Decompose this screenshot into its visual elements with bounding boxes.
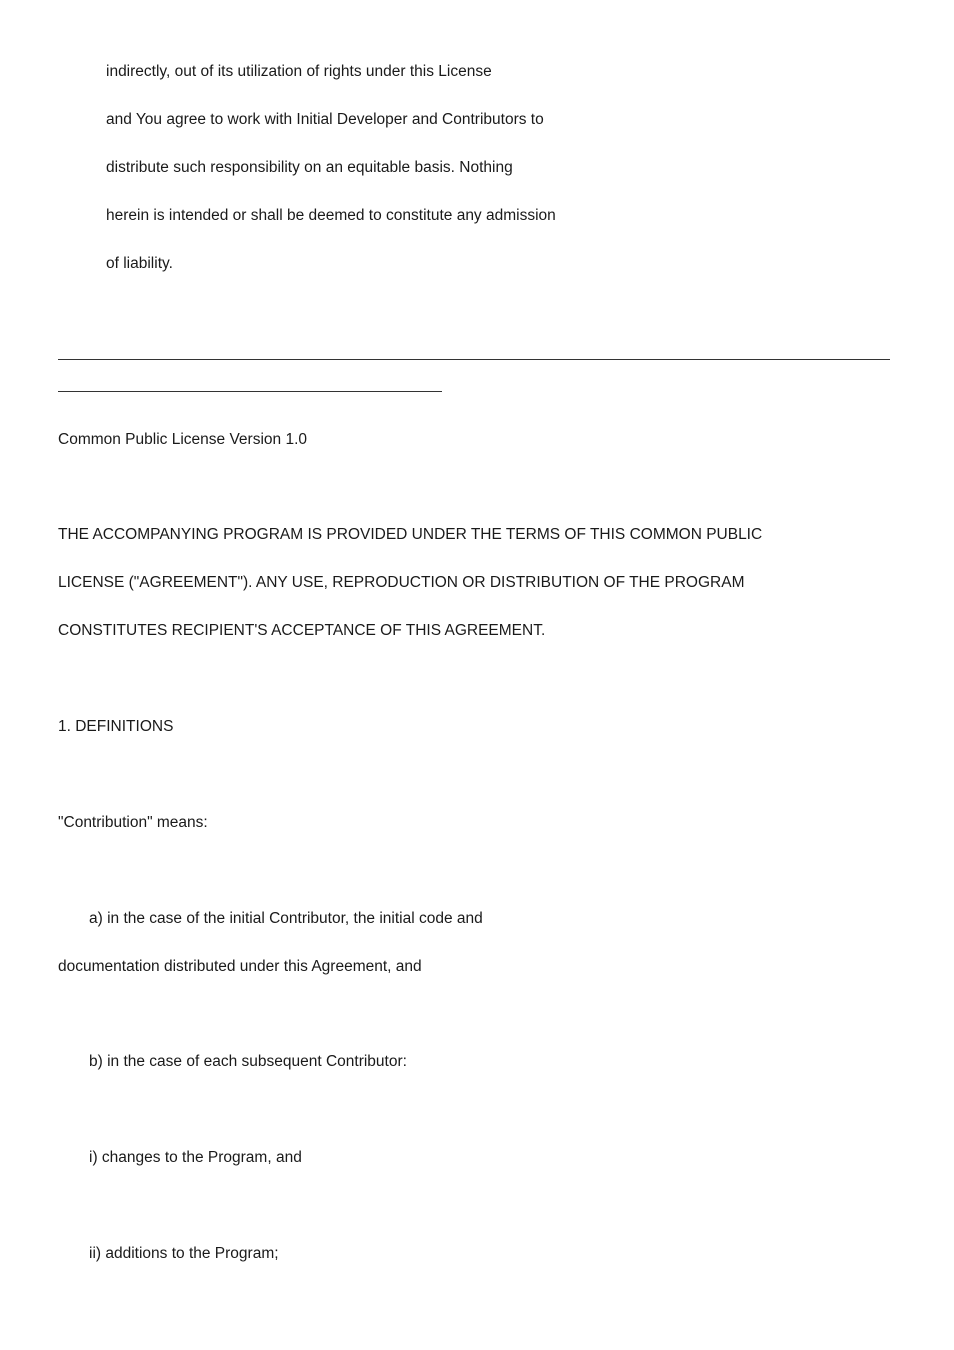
section-heading-definitions: 1. DEFINITIONS: [58, 718, 174, 735]
license-title: Common Public License Version 1.0: [58, 431, 307, 448]
item-a-line-1: a) in the case of the initial Contributor, the initial code and: [89, 910, 483, 927]
item-b: b) in the case of each subsequent Contributor:: [89, 1053, 407, 1070]
liability-text-line-2: and You agree to work with Initial Developer and Contributors to: [106, 111, 544, 128]
contribution-intro: "Contribution" means:: [58, 814, 208, 831]
item-a-line-2: documentation distributed under this Agreement, and: [58, 958, 422, 975]
item-i: i) changes to the Program, and: [89, 1149, 302, 1166]
liability-text-line-4: herein is intended or shall be deemed to constitute any admission: [106, 207, 556, 224]
preamble-line-3: CONSTITUTES RECIPIENT'S ACCEPTANCE OF THIS AGREEMENT.: [58, 622, 546, 639]
liability-text-line-1: indirectly, out of its utilization of rights under this License: [106, 63, 492, 80]
item-ii: ii) additions to the Program;: [89, 1245, 279, 1262]
preamble-line-1: THE ACCOMPANYING PROGRAM IS PROVIDED UNDER THE TERMS OF THIS COMMON PUBLIC: [58, 526, 763, 543]
separator-rule-short: [58, 391, 442, 392]
preamble-line-2: LICENSE ("AGREEMENT"). ANY USE, REPRODUCTION OR DISTRIBUTION OF THE PROGRAM: [58, 574, 745, 591]
liability-text-line-3: distribute such responsibility on an equitable basis. Nothing: [106, 159, 513, 176]
separator-rule-long: [58, 359, 890, 360]
liability-text-line-5: of liability.: [106, 255, 173, 272]
